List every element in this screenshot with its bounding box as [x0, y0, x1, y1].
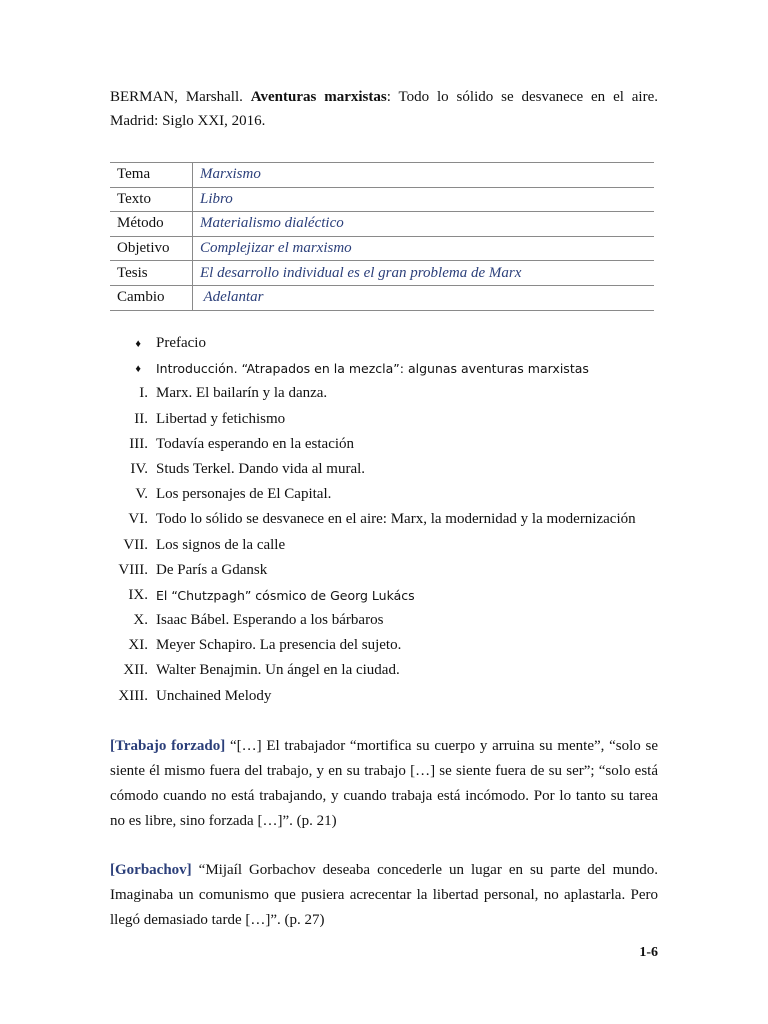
- toc-item-text: Prefacio: [156, 335, 206, 351]
- toc-item-numeral: XI.: [128, 637, 148, 654]
- table-row-objetivo: [110, 236, 654, 261]
- list-item: [0, 560, 768, 585]
- list-item: [0, 585, 768, 610]
- toc-item-numeral: XII.: [123, 662, 148, 679]
- toc-item-text: Introducción. “Atrapados en la mezcla”: algunas aventuras marxistas: [156, 361, 589, 377]
- quote-gorbachov: [110, 858, 658, 933]
- toc-item-text: Walter Benajmin. Un ángel en la ciudad.: [156, 662, 400, 679]
- list-item: [0, 409, 768, 434]
- table-row-tema: [110, 163, 654, 188]
- list-item: [0, 509, 768, 534]
- toc-item-numeral: V.: [135, 486, 148, 503]
- quote-tag: [Trabajo forzado]: [110, 738, 226, 754]
- citation-rest: : Todo lo sólido se desvanece en el aire. Madrid: Siglo XXI, 2016.: [110, 89, 659, 129]
- citation-title: Aventuras marxistas: [250, 89, 387, 105]
- table-value: Materialismo dialéctico: [193, 212, 655, 237]
- table-value: Adelantar: [193, 285, 655, 310]
- toc-item-text: Studs Terkel. Dando vida al mural.: [156, 460, 366, 477]
- diamond-bullet-icon: ♦: [135, 338, 141, 350]
- toc-item-text: De París a Gdansk: [156, 561, 268, 578]
- toc-item-numeral: VI.: [128, 511, 148, 528]
- list-item: [0, 383, 768, 408]
- list-item: [0, 635, 768, 660]
- quote-text: “Mijaíl Gorbachov deseaba concederle un lugar en su parte del mundo. Imaginaba un comunismo que pusiera acrecentar la libertad personal, no aplastarla. Pero llegó demasiado tarde […]”. (p. 27): [110, 862, 658, 928]
- list-item: [0, 434, 768, 459]
- toc-item-numeral: IV.: [130, 460, 148, 477]
- list-item: [0, 484, 768, 509]
- quote-trabajo-forzado: [110, 734, 658, 834]
- list-item: [0, 358, 768, 383]
- table-key: Cambio: [110, 285, 193, 310]
- list-item: [0, 686, 768, 711]
- list-item: [0, 459, 768, 484]
- table-key: Método: [110, 212, 193, 237]
- toc-item-text: Marx. El bailarín y la danza.: [156, 385, 328, 402]
- table-value: Complejizar el marxismo: [193, 236, 655, 261]
- quote-tag: [Gorbachov]: [110, 862, 192, 878]
- diamond-bullet-icon: ♦: [135, 363, 141, 376]
- page-number: 1-6: [639, 945, 658, 960]
- bibliographic-citation: [110, 85, 658, 133]
- citation-author: BERMAN, Marshall.: [110, 89, 243, 105]
- toc-item-text: El “Chutzpagh” cósmico de Georg Lukács: [156, 587, 415, 603]
- toc-item-numeral: II.: [134, 410, 148, 427]
- table-key: Tema: [110, 163, 193, 188]
- table-row-metodo: [110, 212, 654, 237]
- toc-item-text: Meyer Schapiro. La presencia del sujeto.: [156, 637, 402, 654]
- table-key: Objetivo: [110, 236, 193, 261]
- table-key: Tesis: [110, 261, 193, 286]
- toc-item-text: Isaac Bábel. Esperando a los bárbaros: [156, 612, 384, 629]
- list-item: [0, 660, 768, 685]
- list-item: [0, 333, 768, 358]
- table-key: Texto: [110, 187, 193, 212]
- toc-item-text: Todavía esperando en la estación: [156, 435, 355, 452]
- toc-item-text: Unchained Melody: [156, 687, 272, 704]
- list-item: [0, 535, 768, 560]
- table-row-tesis: [110, 261, 654, 286]
- toc-item-numeral: X.: [133, 612, 148, 629]
- toc-item-numeral: VII.: [123, 536, 148, 553]
- summary-table: [110, 162, 654, 311]
- toc-item-text: Todo lo sólido se desvanece en el aire: Marx, la modernidad y la modernización: [156, 511, 636, 528]
- table-of-contents: [0, 333, 768, 711]
- toc-item-numeral: III.: [129, 435, 148, 452]
- toc-item-text: Los signos de la calle: [156, 536, 286, 553]
- quote-text: “[…] El trabajador “mortifica su cuerpo y arruina su mente”, “solo se siente él mismo fuera del trabajo, y en su trabajo […] se siente fuera de su ser”; “solo está cómodo cuando no está trabajando, y cuando trabaja está incómodo. Por lo tanto su tarea no es libre, sino forzada […]”. (p. 21): [110, 738, 659, 829]
- table-value: El desarrollo individual es el gran problema de Marx: [193, 261, 655, 286]
- toc-item-numeral: XIII.: [118, 687, 148, 704]
- table-value: Libro: [193, 187, 655, 212]
- toc-item-text: Los personajes de El Capital.: [156, 486, 332, 503]
- table-value: Marxismo: [193, 163, 655, 188]
- toc-item-numeral: IX.: [128, 586, 148, 603]
- table-row-cambio: [110, 285, 654, 310]
- toc-item-numeral: I.: [139, 385, 148, 402]
- toc-item-numeral: VIII.: [118, 561, 148, 578]
- table-row-texto: [110, 187, 654, 212]
- toc-item-text: Libertad y fetichismo: [156, 410, 286, 427]
- list-item: [0, 610, 768, 635]
